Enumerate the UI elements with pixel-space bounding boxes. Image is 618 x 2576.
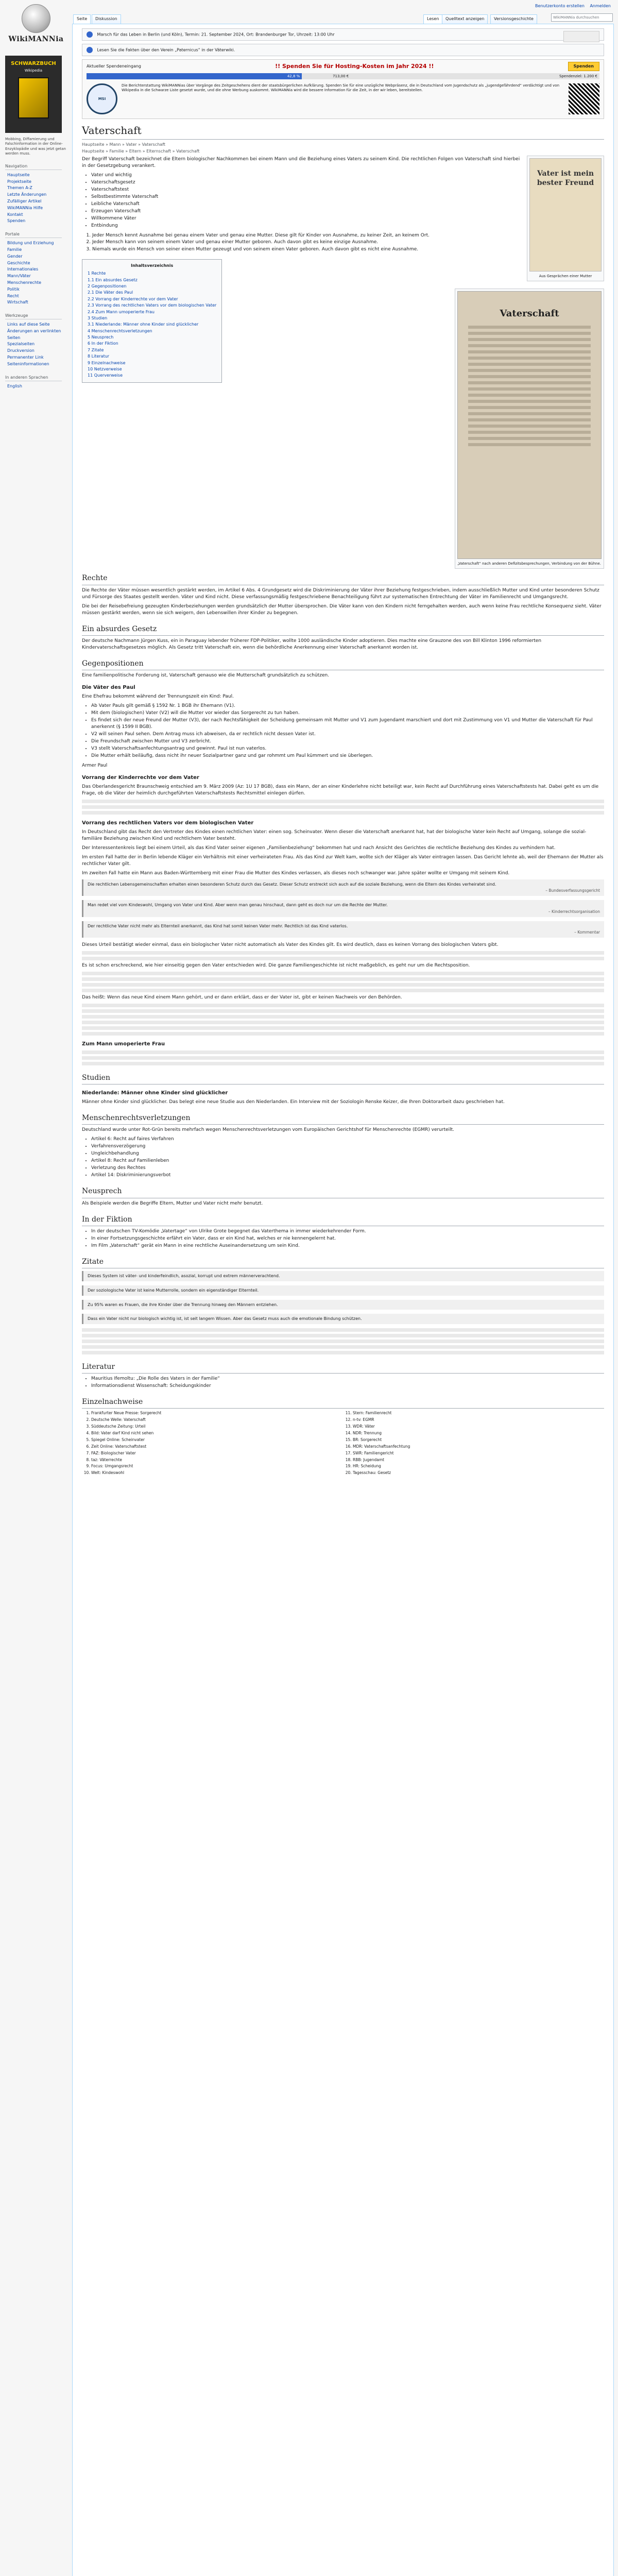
- sidebar-item[interactable]: Wirtschaft: [7, 300, 28, 305]
- donation-goal: Spendenziel: 1.200 €: [559, 74, 597, 78]
- reference-item[interactable]: 3. Süddeutsche Zeitung: Urteil: [91, 1424, 342, 1430]
- list-item: 3. Niemals wurde ein Mensch von seiner einen Mutter gezeugt und von seinem einen Vater geboren. Auch davon gibt es nicht eine Ausnahme.: [92, 246, 604, 253]
- reference-item[interactable]: 13. WDR: Väter: [353, 1424, 604, 1430]
- toc-item[interactable]: 9 Einzelnachweise: [88, 360, 126, 365]
- list-item: • In der deutschen TV-Komödie „Vatertage“ von Ulrike Grote begegnet das Vaterthema in immer wiederkehrender Form.: [91, 1228, 604, 1235]
- reference-item[interactable]: 2. Deutsche Welle: Vaterschaft: [91, 1417, 342, 1423]
- sidebar-item[interactable]: Spezialseiten: [7, 342, 35, 347]
- donation-progress-fill: 42,8 %: [87, 73, 302, 79]
- paragraph: Dieses Urteil bestätigt wieder einmal, dass ein biologischer Vater nicht automatisch als Vater des Kindes gilt. Es wird deutlich, dass es keinen Vorrang des biologischen Vaters gibt.: [82, 942, 499, 948]
- sidebar-item[interactable]: Internationales: [7, 267, 39, 272]
- reference-item[interactable]: 5. Spiegel Online: Scheinvater: [91, 1437, 342, 1443]
- breadcrumb[interactable]: Hauptseite » Familie » Eltern » Elternschaft » Vaterschaft: [82, 149, 200, 154]
- quote-text: Der rechtliche Vater nicht mehr als Elternteil anerkannt, das Kind hat somit keinen Vater mehr. Rechtlich ist das Kind vaterlos.: [88, 923, 348, 928]
- fiction-list: [91, 1228, 604, 1249]
- toc-title: Inhaltsverzeichnis: [131, 263, 174, 268]
- sidebar-item[interactable]: Spenden: [7, 218, 26, 224]
- section-heading: Menschenrechtsverletzungen: [82, 1113, 604, 1125]
- paul-list: [91, 703, 604, 759]
- section-heading: Rechte: [82, 573, 604, 585]
- toc-item[interactable]: 10 Netzverweise: [88, 367, 122, 372]
- portal-heading: Portale: [5, 232, 62, 238]
- section-heading: Studien: [82, 1073, 604, 1084]
- toc-item[interactable]: 11 Querverweise: [88, 373, 123, 378]
- sidebar: [0, 52, 72, 389]
- list-item[interactable]: • Mauritius Ifemoltu: „Die Rolle des Vaters in der Familie“: [91, 1376, 604, 1382]
- paragraph: Deutschland wurde unter Rot-Grün bereits mehrfach wegen Menschenrechtsverletzungen vom Europäischen Gerichtshof für Menschenrechte (EGMR) verurteilt.: [82, 1127, 455, 1132]
- quote-box: [82, 900, 604, 917]
- user-bar: [0, 0, 618, 11]
- sidebar-item[interactable]: Politik: [7, 286, 20, 292]
- sidebar-portal: [0, 313, 72, 368]
- toc-item[interactable]: 2.1 Die Väter des Paul: [88, 290, 133, 295]
- list-item[interactable]: • Selbstbestimmte Vaterschaft: [91, 194, 604, 200]
- list-item[interactable]: • Verfahrensverzögerung: [91, 1143, 604, 1150]
- list-item: 2. Jeder Mensch kann von seinem einem Vater und genau einer Mutter geboren. Auch davon gibt es keine einzige Ausnahme.: [92, 239, 604, 246]
- toc-item[interactable]: 5 Neusprech: [88, 335, 114, 340]
- quote-text: Man redet viel vom Kindeswohl, Umgang von Vater und Kind. Aber wenn man genau hinschaut, dann geht es doch nur um die Rechte der Mutter.: [88, 903, 388, 908]
- section-heading: Ein absurdes Gesetz: [82, 624, 604, 636]
- reference-item[interactable]: 11. Stern: Familienrecht: [353, 1411, 604, 1416]
- literature-list: [91, 1376, 604, 1389]
- tab-history[interactable]: Versionsgeschichte: [490, 14, 537, 24]
- infobox-image: [527, 156, 604, 281]
- paragraph: Eine familienpolitische Forderung ist, Vaterschaft genauso wie die Mutterschaft grundsätzlich zu schützen.: [82, 673, 330, 679]
- quote-box: [82, 1314, 604, 1324]
- subsection-heading: Die Väter des Paul: [82, 685, 135, 691]
- toc-item[interactable]: 2.2 Vorrang der Kinderrechte vor dem Vater: [88, 296, 178, 301]
- toc-item[interactable]: 3 Studien: [88, 315, 108, 320]
- list-item[interactable]: • Vater und wichtig: [91, 172, 604, 179]
- portal-heading: Werkzeuge: [5, 313, 62, 319]
- toc-item[interactable]: 8 Literatur: [88, 354, 110, 359]
- logo-wordmark: WikiMANNia: [8, 35, 64, 43]
- list-item: • V2 will seinen Paul sehen. Dem Antrag muss ich abweisen, da er rechtlich nicht dessen Vater ist.: [91, 731, 604, 738]
- quote-text: Zu 95% waren es Frauen, die ihre Kinder über die Trennung hinweg den Männern entziehen.: [88, 1302, 278, 1307]
- paragraph: Das Oberlandesgericht Braunschweig entschied am 9. März 2009 (Az: 1U 17 BGB), dass ein Mann, der an einer Kinderlehre nicht beteiligt war, kein Recht auf Durchführung eines Vaterschaftstests hat. Dabei geht es um die Frage, ob die Väter der heimlich durchgeführten Vaterschaftstests Rechtsmittel einlegen dürfen.: [82, 784, 599, 796]
- sidebar-item[interactable]: Menschenrechte: [7, 280, 42, 285]
- list-item[interactable]: • Artikel 8: Recht auf Familienleben: [91, 1158, 604, 1164]
- notice-banner: [82, 28, 604, 41]
- sidebar-portal: [0, 232, 72, 306]
- sidebar-promo[interactable]: [5, 56, 62, 133]
- subsection-heading: Vorrang des rechtlichen Vaters vor dem biologischen Vater: [82, 820, 254, 826]
- paragraph: Im zweiten Fall hatte ein Mann aus Baden-Württemberg mit einer Frau die Mutter des Kindes verlassen, als dieses noch schwanger war. Jahre später wollte er Umgang mit seinem Kind.: [82, 870, 510, 876]
- section-heading: Neusprech: [82, 1186, 604, 1198]
- list-item[interactable]: • Erzeugen Vaterschaft: [91, 208, 604, 215]
- list-item[interactable]: • Informationsdienst Wissenschaft: Scheidungskinder: [91, 1383, 604, 1389]
- quote-box: [82, 879, 604, 896]
- list-item[interactable]: • Ungleichbehandlung: [91, 1150, 604, 1157]
- paragraph: Der Interessentenkreis liegt bei einem Urteil, als das Kind Vater seiner eigenen „Familienbeziehung“ bekommen hat und nach Ansicht des Gerichtes die rechtliche Beziehung des Kindes zu verhindern hat.: [82, 845, 556, 851]
- quote-box: [82, 1285, 604, 1296]
- reference-item[interactable]: 9. Focus: Umgangsrecht: [91, 1464, 342, 1469]
- section-heading: Literatur: [82, 1362, 604, 1374]
- promo-book-image: [18, 77, 49, 118]
- msi-seal-icon: MSI: [87, 83, 117, 114]
- logo-globe-icon: [22, 4, 50, 33]
- sidebar-item[interactable]: Links auf diese Seite: [7, 322, 50, 327]
- sidebar-item[interactable]: Hauptseite: [7, 172, 30, 177]
- quote-text: Der soziologische Vater ist keine Mutterrolle, sondern ein eigenständiger Elternteil.: [88, 1288, 259, 1293]
- list-item[interactable]: • Vaterschaftsgesetz: [91, 179, 604, 186]
- quote-box: [82, 1271, 604, 1281]
- section-heading: Gegenpositionen: [82, 658, 604, 670]
- create-account-link[interactable]: Benutzerkonto erstellen: [535, 4, 585, 8]
- sidebar-item[interactable]: Familie: [7, 247, 22, 252]
- sidebar-item[interactable]: Mann/Väter: [7, 274, 31, 279]
- paragraph: Das heißt: Wenn das neue Kind einem Mann gehört, und er dann erklärt, dass er der Vater ist, gibt er keinen Nachweis vor den Behörden.: [82, 995, 402, 1001]
- reference-item[interactable]: 6. Zeit Online: Vaterschaftstest: [91, 1444, 342, 1450]
- quote-box: [82, 921, 604, 938]
- sidebar-item[interactable]: WikiMANNia Hilfe: [7, 205, 43, 210]
- search-input[interactable]: WikiMANNia durchsuchen: [551, 13, 613, 22]
- donation-amount: 713,00 €: [333, 74, 349, 78]
- book-cover-image[interactable]: Vater ist mein bester Freund: [529, 158, 602, 272]
- toc-item[interactable]: 1 Rechte: [88, 271, 106, 276]
- list-item: • Ab Vater Pauls gilt gemäß § 1592 Nr. 1 BGB ihr Ehemann (V1).: [91, 703, 604, 709]
- tab-discussion[interactable]: Diskussion: [92, 14, 121, 24]
- toc-item[interactable]: 3.1 Niederlande: Männer ohne Kinder sind glücklicher: [88, 322, 199, 327]
- reference-item[interactable]: 4. Bild: Vater darf Kind nicht sehen: [91, 1431, 342, 1436]
- sidebar-item[interactable]: Kontakt: [7, 212, 23, 217]
- section-heading: Einzelnachweise: [82, 1397, 604, 1409]
- sidebar-item[interactable]: Änderungen an verlinkten Seiten: [7, 328, 61, 340]
- paragraph: Der deutsche Nachmann Jürgen Kuss, ein in Paraguay lebender früherer FDP-Politiker, wollte 1000 ausländische Kinder adoptieren. Dies machte eine Grauzone des von Bill Klinton 1996 reformierten Kindervaterschaftsgesetzes möglich. Als Gesetz tritt Vaterschaft ein, wenn die behördliche Anerkennung einer Vaterschaft anerkannt worden ist.: [82, 638, 542, 651]
- list-item[interactable]: • Willkommene Väter: [91, 215, 604, 222]
- toc-item[interactable]: 6 In der Fiktion: [88, 341, 118, 346]
- donate-button[interactable]: Spenden: [568, 62, 599, 71]
- notice-banner: [82, 44, 604, 56]
- paragraph: Armer Paul: [82, 763, 108, 769]
- quote-author: – Kommentar: [574, 930, 600, 935]
- section-heading: In der Fiktion: [82, 1214, 604, 1226]
- toc-item[interactable]: 2.3 Vorrang des rechtlichen Vaters vor dem biologischen Vater: [88, 303, 217, 308]
- tab-view-source[interactable]: Quelltext anzeigen: [442, 14, 488, 24]
- sidebar-item[interactable]: Geschichte: [7, 260, 30, 265]
- toc-item[interactable]: 7 Zitate: [88, 347, 104, 352]
- sidebar-item[interactable]: Bildung und Erziehung: [7, 241, 54, 246]
- list-item[interactable]: • Entbindung: [91, 223, 604, 229]
- table-of-contents: [82, 259, 222, 383]
- toc-item[interactable]: 4 Menschenrechtsverletzungen: [88, 328, 152, 333]
- promo-text: Mobbing, Diffamierung und Falschinformation in der Online-Enzyklopädie und was jetzt getan werden muss.: [5, 137, 66, 156]
- sidebar-portal: [0, 375, 72, 390]
- sidebar-item[interactable]: Permanenter Link: [7, 355, 44, 360]
- reference-item[interactable]: 15. BR: Sorgerecht: [353, 1437, 604, 1443]
- sidebar-item[interactable]: Themen A-Z: [7, 185, 32, 191]
- list-item[interactable]: • Artikel 14: Diskriminierungsverbot: [91, 1172, 604, 1179]
- quote-text: Dieses System ist väter- und kinderfeindlich, asozial, korrupt und extrem männerverachtend.: [88, 1274, 280, 1279]
- sidebar-item[interactable]: Gender: [7, 253, 23, 259]
- toc-item[interactable]: 2 Gegenpositionen: [88, 283, 127, 289]
- portal-heading: In anderen Sprachen: [5, 375, 62, 381]
- reference-item[interactable]: 18. RBB: Jugendamt: [353, 1458, 604, 1463]
- reference-item[interactable]: 19. HR: Scheidung: [353, 1464, 604, 1469]
- paragraph: Als Beispiele werden die Begriffe Eltern, Mutter und Vater nicht mehr benutzt.: [82, 1200, 263, 1206]
- paragraph: In Deutschland gibt das Recht den Vertreter des Kindes einen rechtlichen Vater: einen sog. Scheinvater. Wenn dieser die Vaterschaft anerkannt hat, hat der biologische Vater kein Recht auf Umgang, solange die sozial-familiäre Beziehung zwischen Kind und rechtlichem Vater besteht.: [82, 829, 587, 841]
- tab-page[interactable]: Seite: [73, 14, 91, 24]
- list-item: • V3 stellt Vaterschaftsanfechtungsantrag und gewinnt. Paul ist nun vaterlos.: [91, 745, 604, 752]
- reference-item[interactable]: 14. NDR: Trennung: [353, 1431, 604, 1436]
- paragraph: Im ersten Fall hatte der in Berlin lebende Kläger ein Verhältnis mit einer verheirateten Frau. Als das Kind zur Welt kam, wollte sich der Kläger als Vater eintragen lassen. Das Gericht lehnte ab, weil der Ehemann der Mutter als rechtlicher Vater gilt.: [82, 854, 604, 867]
- infobox-poster: [455, 289, 604, 569]
- references-list: [91, 1411, 604, 1477]
- quote-text: Die rechtlichen Lebensgemeinschaften erhalten einen besonderen Schutz durch das Gesetz. Dieser Schutz erstreckt sich auch auf die soziale Beziehung, wenn die Eltern des Kindes verheiratet sind.: [88, 882, 496, 887]
- donation-banner: [82, 59, 604, 119]
- list-item[interactable]: • Vaterschaftstest: [91, 187, 604, 193]
- poster-caption: „Vaterschaft“ nach anderen Defizitsbesprechungen, Verbindung von der Bühne.: [457, 562, 601, 566]
- info-icon: [87, 47, 93, 53]
- qr-code-icon: [569, 83, 599, 114]
- tab-read[interactable]: Lesen: [423, 14, 442, 24]
- donation-progress-bar: [87, 73, 599, 79]
- main-content: [72, 24, 614, 2576]
- section-heading: Zitate: [82, 1257, 604, 1268]
- donation-text: Die Berichterstattung WikiMANNias über Vorgänge des Zeitgeschehens dient der staatsbürgerlichen Aufklärung. Spenden Sie für eine unzügliche Webpräsenz, die in Deutschland vom Jugendschutz als „jugendgefährdend“ verdächtigt und von Wikipedia in die Schwarze Liste gesetzt wurde, und die ohne Werbung auskommt. WikiMANNia wird die bessere Information für die Zeit, in der wir leben, bereitstellen.: [122, 83, 560, 93]
- reference-item[interactable]: 17. SWR: Familiengericht: [353, 1451, 604, 1456]
- list-item[interactable]: • Leibliche Vaterschaft: [91, 201, 604, 208]
- list-item: • Im Film „Vaterschaft“ gerät ein Mann in eine rechtliche Auseinandersetzung um sein Kind.: [91, 1243, 604, 1249]
- list-item: • Die Mutter erhält beiläufig, dass nicht ihr neuer Sozialpartner ganz und gar rohmmt um Paul kümmert und sie überlegen.: [91, 753, 604, 759]
- list-item: • Es findet sich der neue Freund der Mutter (V3), der nach Rechtsfähigkeit der Scheidung gemeinsam mit Mutter und V1 zum Jugendamt marschiert und dort mit Zustimmung von V1 und Mutter die Vaterschaft für Paul anerkennt (§ 1599 II BGB).: [91, 717, 604, 731]
- infobox-caption: Aus Gesprächen einer Mutter: [539, 274, 592, 278]
- list-item: • Mit dem (biologischen) Vater (V2) will die Mutter vor wieder das Sorgerecht zu tun haben.: [91, 710, 604, 717]
- sidebar-portal: [0, 164, 72, 225]
- paragraph: Es ist schon erschreckend, wie hier einseitig gegen den Vater entschieden wird. Die ganze Familiengeschichte ist nicht maßgeblich, es geht nur um die Rechtsposition.: [82, 963, 470, 969]
- login-link[interactable]: Anmelden: [590, 4, 611, 8]
- intro-paragraph: Der Begriff Vaterschaft bezeichnet die Eltern biologischer Nachkommen bei einem Mann und die Beziehung eines Vaters zu seinem Kind. Die rechtlichen Folgen von Vaterschaft sind hierbei in der Gesetzgebung verankert.: [82, 156, 520, 169]
- list-item: • In einer Fortsetzungsgeschichte erfährt ein Vater, dass er ein Kind hat, welches er nie kennengelernt hat.: [91, 1235, 604, 1242]
- list-item: • Die Freundschaft zwischen Mutter und V3 zerbricht.: [91, 738, 604, 745]
- list-item[interactable]: • Artikel 6: Recht auf faires Verfahren: [91, 1136, 604, 1143]
- sidebar-item[interactable]: Letzte Änderungen: [7, 192, 47, 197]
- subsection-heading: Zum Mann umoperierte Frau: [82, 1041, 165, 1047]
- sidebar-item[interactable]: Zufälliger Artikel: [7, 198, 42, 204]
- sidebar-item[interactable]: English: [7, 383, 22, 388]
- donation-label: Aktueller Spendeneingang: [87, 64, 141, 69]
- sidebar-item[interactable]: Seiteninformationen: [7, 361, 49, 366]
- reference-item[interactable]: 10. Welt: Kindeswohl: [91, 1470, 342, 1476]
- portal-heading: Navigation: [5, 164, 62, 170]
- subsection-heading: Niederlande: Männer ohne Kinder sind glücklicher: [82, 1090, 228, 1096]
- breadcrumb[interactable]: Hauptseite » Mann » Vater » Vaterschaft: [82, 142, 166, 147]
- promo-title: SCHWARZBUCH: [11, 61, 56, 66]
- paragraph: Eine Ehefrau bekommt während der Trennungszeit ein Kind: Paul.: [82, 693, 234, 699]
- paragraph: Die Rechte der Väter müssen wesentlich gestärkt werden, im Artikel 6 Abs. 4 Grundgesetz wird die Diskriminierung der Väter ihrer Beziehung festgeschrieben, indem ausschließlich Mutter und Kind unter besonderen Schutz und Fürsorge des Staates gestellt werden. Väter und Kind nicht. Diese verfassungsmäßig festgeschriebene Benachteiligung führt zur systematischen Entrechtung der Väter im Familienrecht und Umgangsrecht.: [82, 587, 599, 600]
- poster-image[interactable]: Vaterschaft: [457, 291, 602, 559]
- reference-item[interactable]: 1. Frankfurter Neue Presse: Sorgerecht: [91, 1411, 342, 1416]
- list-item[interactable]: • Verletzung des Rechtes: [91, 1165, 604, 1172]
- site-logo[interactable]: [5, 4, 67, 50]
- reference-item[interactable]: 12. n-tv: EGMR: [353, 1417, 604, 1423]
- toc-item[interactable]: 2.4 Zum Mann umoperierte Frau: [88, 309, 155, 314]
- reference-item[interactable]: 7. FAZ: Biologischer Vater: [91, 1451, 342, 1456]
- paragraph: Männer ohne Kinder sind glücklicher. Das belegt eine neue Studie aus den Niederlanden. Ein Interview mit der Soziologin Renske Keizer, die Ihren Doktorarbeit dazu geschrieben hat.: [82, 1099, 505, 1105]
- info-icon: [87, 31, 93, 38]
- notice-text[interactable]: Marsch für das Leben in Berlin (und Köln), Termin: 21. September 2024, Ort: Brandenburger Tor, Uhrzeit: 13:00 Uhr: [97, 32, 335, 37]
- list-item: 1. Jeder Mensch kennt Ausnahme bei genau einem Vater und genau eine Mutter. Diese gilt für Kinder von Ausnahme, zu keiner Zeit, an keinem Ort.: [92, 232, 604, 239]
- quote-author: – Kinderrechtsorganisation: [548, 909, 600, 914]
- toc-item[interactable]: 1.1 Ein absurdes Gesetz: [88, 277, 138, 282]
- sidebar-item[interactable]: Druckversion: [7, 348, 35, 353]
- reference-item[interactable]: 16. MDR: Vaterschaftsanfechtung: [353, 1444, 604, 1450]
- donation-title: !! Spenden Sie für Hosting-Kosten im Jahr 2024 !!: [275, 63, 434, 70]
- sidebar-item[interactable]: Recht: [7, 293, 19, 298]
- subsection-heading: Vorrang der Kinderrechte vor dem Vater: [82, 775, 199, 781]
- reference-item[interactable]: 20. Tagesschau: Gesetz: [353, 1470, 604, 1476]
- quote-text: Dass ein Vater nicht nur biologisch wichtig ist, ist seit langem Wissen. Aber das Gesetz muss auch die emotionale Bindung schützen.: [88, 1316, 362, 1321]
- paragraph: Die bei der Reisebefreiung gezeugten Kinderbeziehungen werden grundsätzlich der Mutter übersprochen. Die Väter kann von den Kindern nicht ferngehalten werden, auch wenn keine Frau rechtliche Konsequenz sieht. Väter müssen gestärkt werden, wenn sie sich weigern, den Lebenswillen ihrer Kinder zu begegnen.: [82, 603, 602, 616]
- page-title: Vaterschaft: [82, 123, 604, 140]
- notice-image: [563, 31, 599, 42]
- promo-subtitle: Wikipedia: [24, 69, 43, 73]
- sidebar-item[interactable]: Projektseite: [7, 179, 31, 184]
- rights-list: [91, 1136, 604, 1179]
- quote-author: – Bundesverfassungsgericht: [545, 888, 600, 893]
- page-tabs: [73, 12, 618, 24]
- quote-box: [82, 1300, 604, 1310]
- notice-text[interactable]: Lesen Sie die Fakten über den Verein „Paternicus“ in der Väterwiki.: [97, 47, 235, 53]
- reference-item[interactable]: 8. taz: Väterrechte: [91, 1458, 342, 1463]
